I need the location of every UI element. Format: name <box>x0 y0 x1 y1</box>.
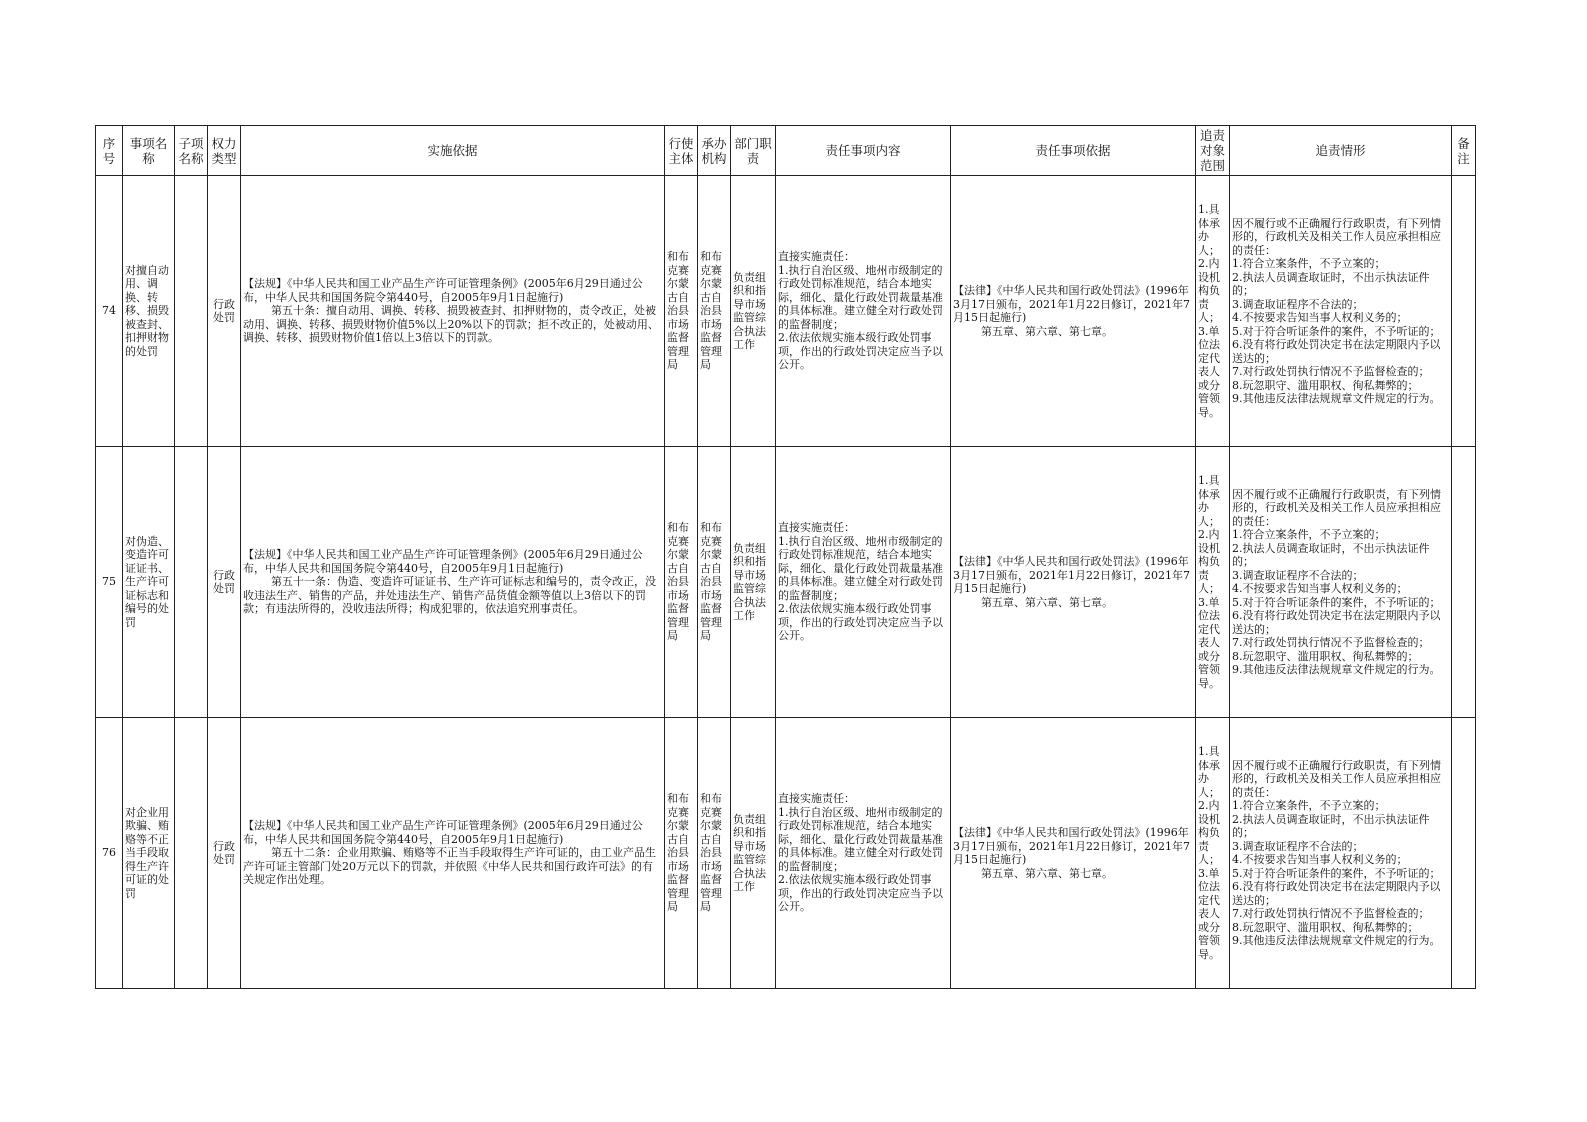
header-resp-basis: 责任事项依据 <box>951 126 1196 176</box>
cell-power-type: 行政处罚 <box>208 718 241 989</box>
cell-resp-basis: 【法律】《中华人民共和国行政处罚法》(1996年3月17日颁布，2021年1月22日修订，2021年7月15日起施行) 第五章、第六章、第七章。 <box>951 447 1196 718</box>
header-subitem-name: 子项名称 <box>175 126 208 176</box>
cell-duty: 负责组织和指导市场监管综合执法工作 <box>731 718 776 989</box>
cell-agency: 和布克赛尔蒙古自治县市场监督管理局 <box>698 176 731 447</box>
header-remark: 备注 <box>1452 126 1476 176</box>
cell-subitem <box>175 718 208 989</box>
cell-subject: 和布克赛尔蒙古自治县市场监督管理局 <box>665 176 698 447</box>
cell-resp-content: 直接实施责任： 1.执行自治区级、地州市级制定的行政处罚标准规范，结合本地实际，细化、量化行政处罚裁量基准的具体标准。建立健全对行政处罚的监督制度； 2.依法依规实施本级行政处罚事项，作出的行政处罚决定应当予以公开。 <box>776 718 951 989</box>
header-subject: 行使主体 <box>665 126 698 176</box>
header-index: 序号 <box>96 126 123 176</box>
cell-remark <box>1452 447 1476 718</box>
responsibility-table <box>95 125 1476 989</box>
cell-agency: 和布克赛尔蒙古自治县市场监督管理局 <box>698 718 731 989</box>
header-row <box>96 126 1476 176</box>
cell-item-name: 对伪造、变造许可证证书、生产许可证标志和编号的处罚 <box>123 447 175 718</box>
cell-item-name: 对擅自动用、调换、转移、损毁被查封、扣押财物的处罚 <box>123 176 175 447</box>
cell-index: 76 <box>96 718 123 989</box>
cell-agency: 和布克赛尔蒙古自治县市场监督管理局 <box>698 447 731 718</box>
cell-remark <box>1452 176 1476 447</box>
cell-basis: 【法规】《中华人民共和国工业产品生产许可证管理条例》(2005年6月29日通过公布，中华人民共和国国务院令第440号，自2005年9月1日起施行) 第五十一条：伪造、变造许可证证书、生产许可证标志和编号的，责令改正，没收违法生产、销售的产品，并处违法生产、销售产品货值金额等值以上3倍以下的罚款；有违法所得的，没收违法所得；构成犯罪的，依法追究刑事责任。 <box>241 447 665 718</box>
cell-resp-content: 直接实施责任： 1.执行自治区级、地州市级制定的行政处罚标准规范，结合本地实际，细化、量化行政处罚裁量基准的具体标准。建立健全对行政处罚的监督制度； 2.依法依规实施本级行政处罚事项，作出的行政处罚决定应当予以公开。 <box>776 447 951 718</box>
cell-basis: 【法规】《中华人民共和国工业产品生产许可证管理条例》(2005年6月29日通过公布，中华人民共和国国务院令第440号，自2005年9月1日起施行) 第五十二条：企业用欺骗、贿赂等不正当手段取得生产许可证的，由工业产品生产许可证主管部门处20万元以下的罚款，并依照《中华人民共和国行政许可法》的有关规定作出处理。 <box>241 718 665 989</box>
cell-power-type: 行政处罚 <box>208 176 241 447</box>
cell-subitem <box>175 447 208 718</box>
cell-resp-basis: 【法律】《中华人民共和国行政处罚法》(1996年3月17日颁布，2021年1月22日修订，2021年7月15日起施行) 第五章、第六章、第七章。 <box>951 176 1196 447</box>
header-target: 追责对象范围 <box>1196 126 1230 176</box>
header-duty: 部门职责 <box>731 126 776 176</box>
cell-duty: 负责组织和指导市场监管综合执法工作 <box>731 447 776 718</box>
cell-subject: 和布克赛尔蒙古自治县市场监督管理局 <box>665 447 698 718</box>
cell-target: 1.具体承办人； 2.内设机构负责人； 3.单位法定代表人或分管领导。 <box>1196 718 1230 989</box>
cell-resp-content: 直接实施责任： 1.执行自治区级、地州市级制定的行政处罚标准规范，结合本地实际，细化、量化行政处罚裁量基准的具体标准。建立健全对行政处罚的监督制度； 2.依法依规实施本级行政处罚事项，作出的行政处罚决定应当予以公开。 <box>776 176 951 447</box>
header-resp-content: 责任事项内容 <box>776 126 951 176</box>
table-row <box>96 718 1476 989</box>
cell-situations: 因不履行或不正确履行行政职责，有下列情形的，行政机关及相关工作人员应承担相应的责任： 1.符合立案条件，不予立案的； 2.执法人员调查取证时，不出示执法证件的； 3.调查取证程序不合法的； 4.不按要求告知当事人权利义务的； 5.对于符合听证条件的案件，不予听证的； 6.没有将行政处罚决定书在法定期限内予以送达的； 7.对行政处罚执行情况不予监督检查的； 8.玩忽职守、滥用职权、徇私舞弊的； 9.其他违反法律法规规章文件规定的行为。 <box>1230 447 1452 718</box>
cell-resp-basis: 【法律】《中华人民共和国行政处罚法》(1996年3月17日颁布，2021年1月22日修订，2021年7月15日起施行) 第五章、第六章、第七章。 <box>951 718 1196 989</box>
cell-subitem <box>175 176 208 447</box>
header-item-name: 事项名称 <box>123 126 175 176</box>
cell-subject: 和布克赛尔蒙古自治县市场监督管理局 <box>665 718 698 989</box>
header-power-type: 权力类型 <box>208 126 241 176</box>
cell-power-type: 行政处罚 <box>208 447 241 718</box>
cell-index: 75 <box>96 447 123 718</box>
cell-target: 1.具体承办人； 2.内设机构负责人； 3.单位法定代表人或分管领导。 <box>1196 447 1230 718</box>
cell-situations: 因不履行或不正确履行行政职责，有下列情形的，行政机关及相关工作人员应承担相应的责任： 1.符合立案条件，不予立案的； 2.执法人员调查取证时，不出示执法证件的； 3.调查取证程序不合法的； 4.不按要求告知当事人权利义务的； 5.对于符合听证条件的案件，不予听证的； 6.没有将行政处罚决定书在法定期限内予以送达的； 7.对行政处罚执行情况不予监督检查的； 8.玩忽职守、滥用职权、徇私舞弊的； 9.其他违反法律法规规章文件规定的行为。 <box>1230 176 1452 447</box>
cell-target: 1.具体承办人； 2.内设机构负责人； 3.单位法定代表人或分管领导。 <box>1196 176 1230 447</box>
table-row <box>96 176 1476 447</box>
cell-remark <box>1452 718 1476 989</box>
cell-duty: 负责组织和指导市场监管综合执法工作 <box>731 176 776 447</box>
cell-item-name: 对企业用欺骗、贿赂等不正当手段取得生产许可证的处罚 <box>123 718 175 989</box>
header-basis: 实施依据 <box>241 126 665 176</box>
header-agency: 承办机构 <box>698 126 731 176</box>
table-row <box>96 447 1476 718</box>
cell-basis: 【法规】《中华人民共和国工业产品生产许可证管理条例》(2005年6月29日通过公布，中华人民共和国国务院令第440号，自2005年9月1日起施行) 第五十条：擅自动用、调换、转移、损毁被查封、扣押财物的，责令改正，处被动用、调换、转移、损毁财物价值5%以上20%以下的罚款；拒不改正的，处被动用、调换、转移、损毁财物价值1倍以上3倍以下的罚款。 <box>241 176 665 447</box>
cell-situations: 因不履行或不正确履行行政职责，有下列情形的，行政机关及相关工作人员应承担相应的责任： 1.符合立案条件，不予立案的； 2.执法人员调查取证时，不出示执法证件的； 3.调查取证程序不合法的； 4.不按要求告知当事人权利义务的； 5.对于符合听证条件的案件，不予听证的； 6.没有将行政处罚决定书在法定期限内予以送达的； 7.对行政处罚执行情况不予监督检查的； 8.玩忽职守、滥用职权、徇私舞弊的； 9.其他违反法律法规规章文件规定的行为。 <box>1230 718 1452 989</box>
cell-index: 74 <box>96 176 123 447</box>
header-situations: 追责情形 <box>1230 126 1452 176</box>
